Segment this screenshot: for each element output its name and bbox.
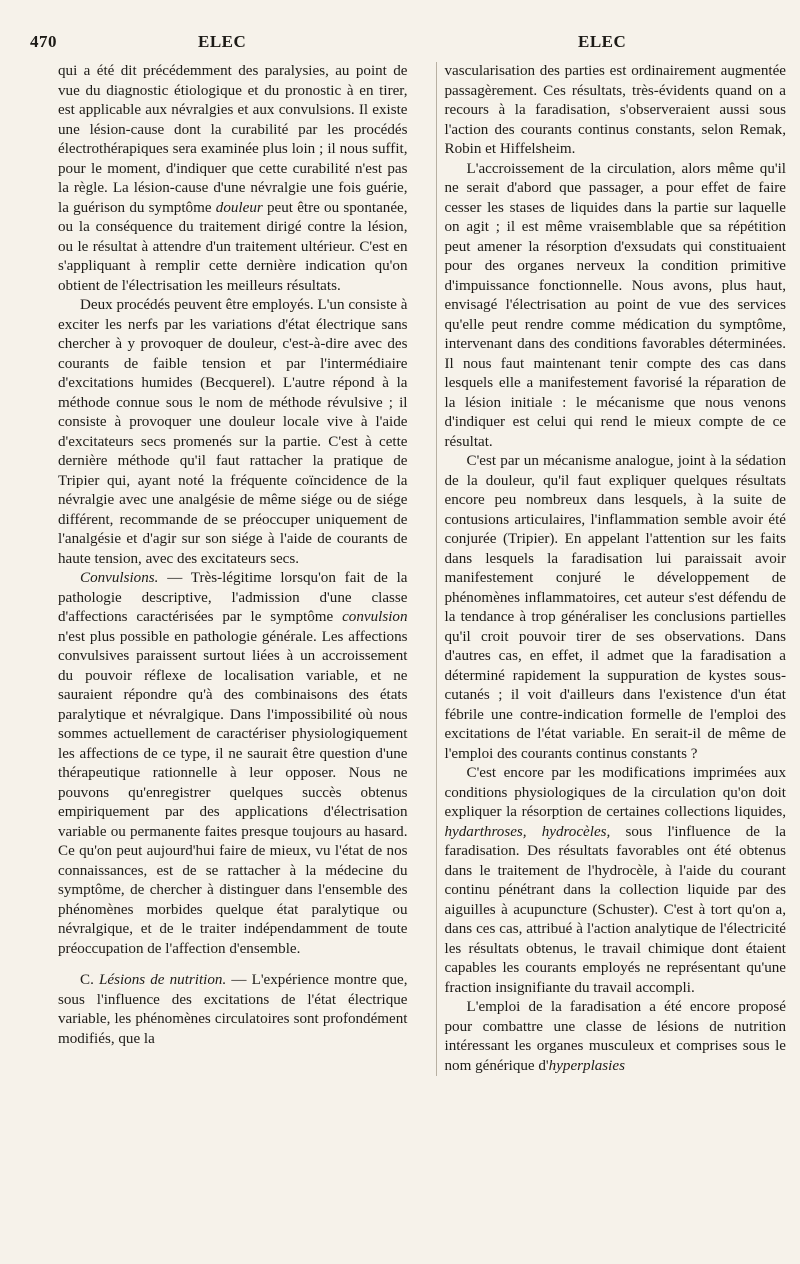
- paragraph: C'est encore par les modifications imprimées aux conditions physiologiques de la circulation qu'on doit expliquer la résorption de certaines collections liquides, hydarthroses, hydrocèles, sous l'influence de la faradisation. Des résultats favorables ont été obtenus dans le traitement de l'hydrocèle, à l'aide du courant continu pénétrant dans la collection liquide par des aiguilles à acupuncture (Schuster). C'est à tort qu'on a, dans ces cas, attribué à l'action analytique de l'électricité les résultats obtenus, le travail chimique dont étaient capables les courants employés ne représentant qu'une fraction insignifiante du travail accompli.: [444, 765, 786, 996]
- right-column: [436, 62, 787, 1076]
- running-head-right: ELEC: [578, 32, 627, 51]
- paragraph: L'accroissement de la circulation, alors même qu'il ne serait d'abord que passager, a pour effet de faire cesser les stases de liquides dans la partie sur laquelle on agit ; il est même vraisemblable que sa répétition peut amener la résorption d'exsudats qui constituaient pour des organes nerveux la condition primitive d'impuissance fonctionnelle. Nous avons, plus haut, envisagé l'électrisation au point de vue des services qu'elle peut rendre comme médication du symptôme, intervenant dans des conditions favorables déterminées. Il nous faut maintenant tenir compte des cas dans lesquels elle a manifestement favorisé la réparation de la lésion initiale : le mécanisme que nous venons d'indiquer est celui qui rend le mieux compte de ce résultat.: [444, 160, 786, 450]
- section-lesions-de-nutrition: C. Lésions de nutrition. — L'expérience montre que, sous l'influence des excitations de l'état électrique variable, les phénomènes circulatoires sont profondément modifiés, que la: [58, 972, 408, 1047]
- left-column: [58, 62, 408, 1076]
- paragraph: Deux procédés peuvent être employés. L'un consiste à exciter les nerfs par les variations d'état électrique sans chercher à y provoquer de douleur, c'est-à-dire avec des courants de faible tension et par l'intermédiaire d'excitations humides (Becquerel). L'autre répond à la méthode connue sous le nom de méthode révulsive ; il consiste à provoquer une douleur locale vive à l'aide d'excitateurs secs promenés sur la partie. C'est à cette dernière méthode qu'il faut rattacher la pratique de Tripier qui, ayant noté la fréquente coïncidence de la névralgie avec une analgésie de même siége ou de siége différent, recommande de se préoccuper uniquement de l'analgésie et d'agir sur son siége à l'aide de courants de haute tension, avec des excitateurs secs.: [58, 297, 408, 567]
- paragraph: C'est par un mécanisme analogue, joint à la sédation de la douleur, qu'il faut expliquer quelques résultats encore peu nombreux dans lesquels, à la suite de contusions articulaires, l'inflammation semble avoir été conjurée (Tripier). En appelant l'attention sur les faits dans lesquels la faradisation lui paraissait avoir manifestement conjuré le développement de phénomènes inflammatoires, cet auteur s'est défendu de la tendance à trop généraliser les conclusions partielles qu'il croit pouvoir tirer de ses observations. Dans d'autres cas, en effet, il admet que la faradisation a déterminé rapidement la suppuration de kystes sous-cutanés ; il voit d'ailleurs dans l'existence d'un état fébrile une contre-indication formelle de l'emploi des excitations de l'état variable. En serait-il de même de l'emploi des courants continus constants ?: [444, 453, 786, 762]
- paragraph-convulsions: Convulsions. — Très-légitime lorsqu'on fait de la pathologie descriptive, l'admission d'une classe d'affections caractérisées par le symptôme convulsion n'est plus possible en pathologie générale. Les affections convulsives paraissent surtout liées à un accroissement du pouvoir réflexe de localisation variable, et ne sauraient répondre qu'à des combinaisons des états paralytique et névralgique. Dans l'impossibilité où nous sommes actuellement de caractériser physiologiquement les affections de ce type, il ne saurait être question d'une thérapeutique rationnelle à leur opposer. Nous ne pouvons qu'enregistrer quelques succès obtenus empiriquement par des applications d'électrisation variable ou permanente faites presque toujours au hasard. Ce qu'on peut aujourd'hui faire de mieux, vu l'état de nos connaissances, est de se rattacher à la médecine du symptôme, de chercher à distinguer dans l'ensemble des phénomènes morbides quelque état paralytique ou névralgique, et de le traiter indépendamment de toute préoccupation de l'affection d'ensemble.: [58, 570, 408, 957]
- text-columns: [58, 62, 786, 1076]
- paragraph: qui a été dit précédemment des paralysies, au point de vue du diagnostic étiologique et du pronostic à en tirer, est applicable aux névralgies et aux convulsions. Il existe une lésion-cause dont la curabilité par les procédés électrothérapiques sera examinée plus loin ; il nous suffit, pour le moment, d'indiquer que cette curabilité n'est pas la règle. La lésion-cause d'une névralgie une fois guérie, la guérison du symptôme douleur peut être ou spontanée, ou la conséquence du traitement dirigé contre la lésion, ou le résultat à attendre d'un traitement ultérieur. C'est en s'appliquant à remplir cette dernière indication qu'on obtient de l'électrisation les meilleurs résultats.: [58, 63, 408, 294]
- page-header: [30, 32, 786, 62]
- paragraph: vascularisation des parties est ordinairement augmentée passagèrement. Ces résultats, très-évidents quand on a recours à la faradisation, s'observeraient aussi sous l'action des courants continus constants, selon Remak, Robin et Hiffelsheim.: [444, 63, 786, 157]
- running-head-left: ELEC: [198, 32, 247, 51]
- paragraph: L'emploi de la faradisation a été encore proposé pour combattre une classe de lésions de nutrition intéressant les organes musculeux et comprises sous le nom générique d'hyperplasies: [444, 999, 786, 1074]
- page-number: 470: [30, 32, 57, 51]
